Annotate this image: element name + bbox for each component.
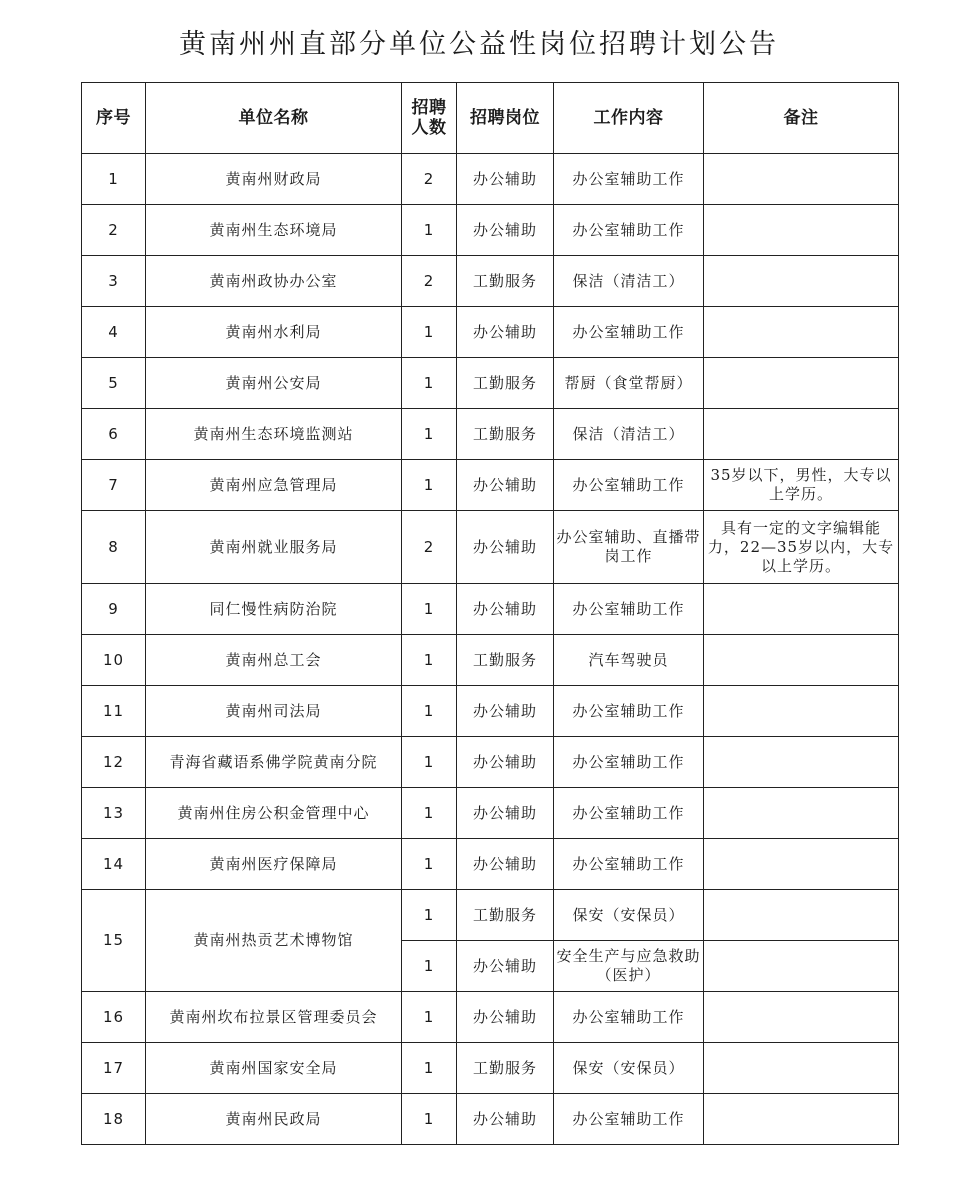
cell-remark: 35岁以下，男性，大专以上学历。	[704, 460, 899, 511]
cell-unit: 黄南州生态环境监测站	[146, 409, 402, 460]
cell-unit: 同仁慢性病防治院	[146, 584, 402, 635]
cell-count: 2	[402, 154, 457, 205]
cell-no: 2	[82, 205, 146, 256]
header-content: 工作内容	[554, 83, 704, 154]
cell-count: 1	[402, 460, 457, 511]
cell-post: 办公辅助	[457, 460, 554, 511]
cell-remark	[704, 890, 899, 941]
cell-content: 办公室辅助工作	[554, 788, 704, 839]
cell-post: 办公辅助	[457, 941, 554, 992]
cell-no: 9	[82, 584, 146, 635]
cell-remark	[704, 788, 899, 839]
table-row	[82, 205, 899, 256]
table-row	[82, 788, 899, 839]
cell-content: 办公室辅助工作	[554, 205, 704, 256]
cell-unit: 青海省藏语系佛学院黄南分院	[146, 737, 402, 788]
cell-unit: 黄南州生态环境局	[146, 205, 402, 256]
cell-remark	[704, 992, 899, 1043]
header-count: 招聘人数	[402, 83, 457, 154]
cell-unit: 黄南州公安局	[146, 358, 402, 409]
table-row	[82, 460, 899, 511]
cell-count: 1	[402, 1094, 457, 1145]
table-row	[82, 1094, 899, 1145]
cell-remark	[704, 584, 899, 635]
cell-count: 1	[402, 890, 457, 941]
table-row	[82, 839, 899, 890]
cell-post: 办公辅助	[457, 1094, 554, 1145]
cell-unit: 黄南州司法局	[146, 686, 402, 737]
table-row	[82, 307, 899, 358]
cell-content: 保洁（清洁工）	[554, 256, 704, 307]
cell-no: 17	[82, 1043, 146, 1094]
cell-count: 1	[402, 737, 457, 788]
cell-remark	[704, 205, 899, 256]
table-row	[82, 890, 899, 941]
cell-unit: 黄南州热贡艺术博物馆	[146, 890, 402, 992]
table-row	[82, 511, 899, 584]
cell-no: 4	[82, 307, 146, 358]
cell-post: 工勤服务	[457, 635, 554, 686]
cell-unit: 黄南州民政局	[146, 1094, 402, 1145]
cell-no: 1	[82, 154, 146, 205]
table-row	[82, 1043, 899, 1094]
cell-content: 办公室辅助工作	[554, 584, 704, 635]
cell-content: 保安（安保员）	[554, 890, 704, 941]
header-post: 招聘岗位	[457, 83, 554, 154]
cell-post: 办公辅助	[457, 307, 554, 358]
cell-content: 办公室辅助、直播带岗工作	[554, 511, 704, 584]
cell-no: 12	[82, 737, 146, 788]
cell-remark	[704, 256, 899, 307]
cell-count: 1	[402, 307, 457, 358]
cell-post: 办公辅助	[457, 511, 554, 584]
cell-content: 保洁（清洁工）	[554, 409, 704, 460]
cell-content: 办公室辅助工作	[554, 686, 704, 737]
cell-remark	[704, 686, 899, 737]
table-row	[82, 409, 899, 460]
table-row	[82, 358, 899, 409]
cell-unit: 黄南州应急管理局	[146, 460, 402, 511]
cell-post: 办公辅助	[457, 154, 554, 205]
cell-remark	[704, 154, 899, 205]
cell-remark	[704, 941, 899, 992]
cell-no: 18	[82, 1094, 146, 1145]
cell-content: 办公室辅助工作	[554, 1094, 704, 1145]
cell-no: 6	[82, 409, 146, 460]
table-row	[82, 584, 899, 635]
cell-post: 工勤服务	[457, 409, 554, 460]
page-title: 黄南州州直部分单位公益性岗位招聘计划公告	[179, 29, 779, 60]
cell-no: 16	[82, 992, 146, 1043]
cell-post: 办公辅助	[457, 584, 554, 635]
cell-unit: 黄南州住房公积金管理中心	[146, 788, 402, 839]
cell-count: 1	[402, 205, 457, 256]
cell-remark	[704, 1094, 899, 1145]
cell-unit: 黄南州财政局	[146, 154, 402, 205]
cell-no: 13	[82, 788, 146, 839]
cell-content: 帮厨（食堂帮厨）	[554, 358, 704, 409]
cell-unit: 黄南州坎布拉景区管理委员会	[146, 992, 402, 1043]
cell-count: 2	[402, 511, 457, 584]
cell-count: 1	[402, 635, 457, 686]
cell-remark: 具有一定的文字编辑能力，22—35岁以内，大专以上学历。	[704, 511, 899, 584]
cell-count: 1	[402, 992, 457, 1043]
table-row	[82, 992, 899, 1043]
table-row	[82, 737, 899, 788]
cell-count: 1	[402, 941, 457, 992]
recruitment-table	[81, 82, 899, 1145]
cell-post: 办公辅助	[457, 992, 554, 1043]
cell-unit: 黄南州就业服务局	[146, 511, 402, 584]
cell-content: 办公室辅助工作	[554, 992, 704, 1043]
cell-no: 5	[82, 358, 146, 409]
cell-unit: 黄南州国家安全局	[146, 1043, 402, 1094]
cell-post: 办公辅助	[457, 788, 554, 839]
cell-unit: 黄南州医疗保障局	[146, 839, 402, 890]
cell-post: 办公辅助	[457, 839, 554, 890]
cell-content: 办公室辅助工作	[554, 737, 704, 788]
cell-post: 办公辅助	[457, 737, 554, 788]
cell-remark	[704, 307, 899, 358]
table-row	[82, 256, 899, 307]
cell-remark	[704, 358, 899, 409]
cell-count: 1	[402, 584, 457, 635]
cell-count: 1	[402, 686, 457, 737]
cell-count: 1	[402, 1043, 457, 1094]
cell-content: 安全生产与应急救助（医护）	[554, 941, 704, 992]
cell-no: 11	[82, 686, 146, 737]
cell-remark	[704, 839, 899, 890]
cell-no: 15	[82, 890, 146, 992]
cell-content: 办公室辅助工作	[554, 460, 704, 511]
cell-no: 8	[82, 511, 146, 584]
header-no: 序号	[82, 83, 146, 154]
cell-content: 汽车驾驶员	[554, 635, 704, 686]
header-unit: 单位名称	[146, 83, 402, 154]
cell-no: 3	[82, 256, 146, 307]
table-row	[82, 635, 899, 686]
cell-no: 10	[82, 635, 146, 686]
cell-content: 办公室辅助工作	[554, 307, 704, 358]
cell-count: 2	[402, 256, 457, 307]
cell-remark	[704, 635, 899, 686]
cell-post: 工勤服务	[457, 1043, 554, 1094]
cell-unit: 黄南州水利局	[146, 307, 402, 358]
cell-post: 办公辅助	[457, 686, 554, 737]
cell-post: 办公辅助	[457, 205, 554, 256]
cell-no: 14	[82, 839, 146, 890]
table-row	[82, 686, 899, 737]
cell-post: 工勤服务	[457, 890, 554, 941]
header-remark: 备注	[704, 83, 899, 154]
cell-content: 办公室辅助工作	[554, 839, 704, 890]
cell-content: 办公室辅助工作	[554, 154, 704, 205]
cell-content: 保安（安保员）	[554, 1043, 704, 1094]
cell-remark	[704, 737, 899, 788]
cell-post: 工勤服务	[457, 358, 554, 409]
cell-unit: 黄南州总工会	[146, 635, 402, 686]
cell-unit: 黄南州政协办公室	[146, 256, 402, 307]
cell-count: 1	[402, 788, 457, 839]
cell-count: 1	[402, 409, 457, 460]
cell-no: 7	[82, 460, 146, 511]
cell-count: 1	[402, 358, 457, 409]
table-header-row	[82, 83, 899, 154]
cell-remark	[704, 1043, 899, 1094]
table-row	[82, 154, 899, 205]
cell-post: 工勤服务	[457, 256, 554, 307]
cell-count: 1	[402, 839, 457, 890]
cell-remark	[704, 409, 899, 460]
